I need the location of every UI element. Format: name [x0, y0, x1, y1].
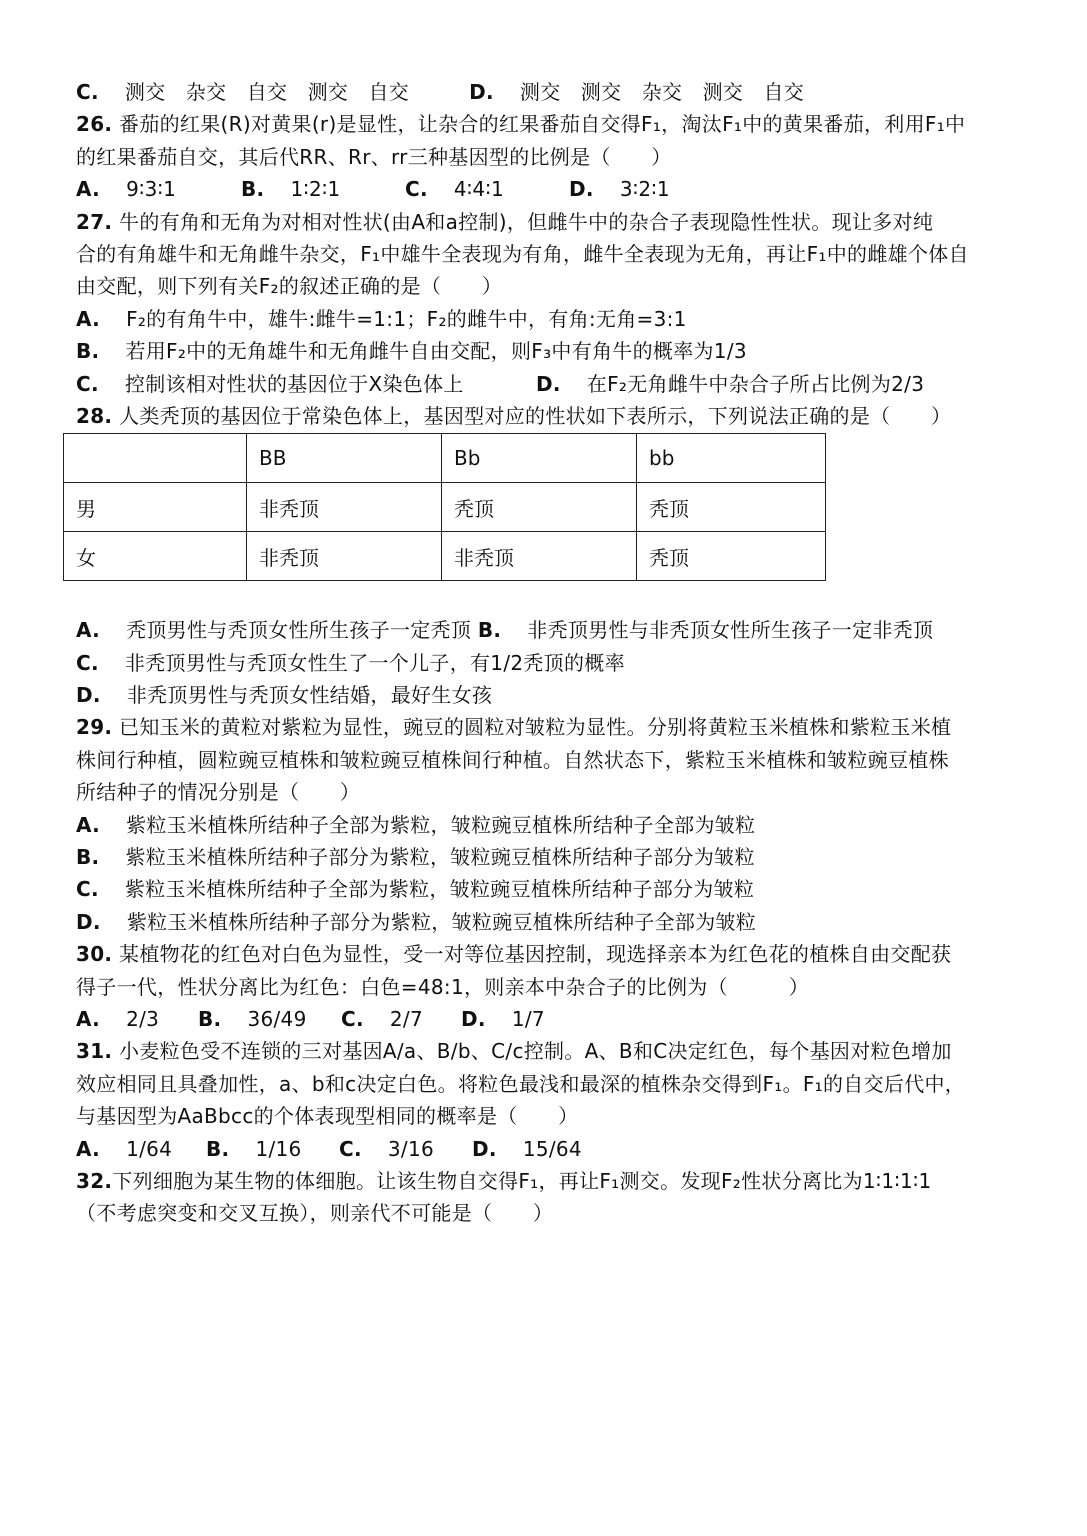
- table-cell: 秃顶: [637, 483, 826, 532]
- option-label: C.: [405, 177, 428, 202]
- option-a: [76, 303, 1021, 335]
- option-text: 1/7: [511, 1006, 545, 1031]
- table-cell: BB: [247, 434, 442, 483]
- option-text: 1/64: [126, 1136, 173, 1161]
- stem-line: 所结种子的情况分别是（ ）: [76, 780, 361, 805]
- stem-line: 小麦粒色受不连锁的三对基因A/a、B/b、C/c控制。A、B和C决定红色，每个基因对粒色增加: [119, 1039, 952, 1064]
- option-a: [76, 809, 1021, 841]
- option-label: B.: [477, 618, 502, 643]
- question-stem: [76, 1197, 1021, 1229]
- question-stem: [76, 270, 1021, 302]
- question-stem: [76, 938, 1021, 970]
- option-label: C.: [76, 80, 99, 104]
- question-stem: [76, 238, 1021, 270]
- option-label: D.: [469, 80, 494, 104]
- option-text: 15/64: [522, 1136, 582, 1161]
- option-d: [76, 679, 1021, 711]
- option-text: 秃顶男性与秃顶女性所生孩子一定秃顶: [126, 618, 472, 643]
- option-label: C.: [76, 371, 99, 396]
- question-stem: [76, 206, 1021, 238]
- option-label: D.: [569, 177, 594, 202]
- option-text: 紫粒玉米植株所结种子部分为紫粒，皱粒豌豆植株所结种子全部为皱粒: [126, 909, 757, 934]
- table-cell: bb: [637, 434, 826, 483]
- option-label: B.: [241, 177, 265, 202]
- option-text: 紫粒玉米植株所结种子全部为紫粒，皱粒豌豆植株所结种子全部为皱粒: [126, 812, 756, 837]
- stem-line: 人类秃顶的基因位于常染色体上，基因型对应的性状如下表所示，下列说法正确的是（ ）: [119, 403, 952, 428]
- stem-line: （不考虑突变和交叉互换），则亲代不可能是（ ）: [76, 1201, 554, 1226]
- option-cd: [76, 368, 1021, 400]
- stem-line: 牛的有角和无角为对相对性状(由A和a控制)，但雌牛中的杂合子表现隐性性状。现让多对纯: [119, 209, 934, 234]
- question-number: 31.: [76, 1039, 113, 1064]
- question-stem: [76, 108, 1021, 140]
- option-text: 1/16: [255, 1136, 302, 1161]
- option-label: C.: [341, 1006, 364, 1031]
- table-cell: 女: [64, 532, 247, 581]
- option-text: 2/3: [126, 1006, 160, 1031]
- option-label: D.: [472, 1136, 497, 1161]
- option-text: 非秃顶男性与秃顶女性生了一个儿子，有1/2秃顶的概率: [124, 650, 625, 675]
- question-options: [76, 1003, 1021, 1035]
- option-text: 3∶2∶1: [619, 177, 670, 202]
- option-text: 测交 测交 杂交 测交 自交: [519, 80, 805, 104]
- option-text: 非秃顶男性与秃顶女性结婚，最好生女孩: [126, 683, 493, 708]
- option-label: D.: [76, 909, 101, 934]
- question-options: [76, 173, 1021, 205]
- stem-line: 番茄的红果(R)对黄果(r)是显性，让杂合的红果番茄自交得F₁，淘汰F₁中的黄果番茄，利用F₁中: [119, 112, 966, 137]
- question-stem: [76, 1100, 1021, 1132]
- option-label: A.: [76, 177, 101, 202]
- table-cell: Bb: [442, 434, 637, 483]
- stem-line: 某植物花的红色对白色为显性，受一对等位基因控制，现选择亲本为红色花的植株自由交配获: [119, 942, 952, 967]
- question-stem: [76, 776, 1021, 808]
- option-text: 3/16: [387, 1136, 435, 1161]
- option-text: 4∶4∶1: [453, 177, 504, 202]
- option-label: B.: [76, 339, 100, 364]
- option-text: F₂的有角牛中，雄牛:雌牛=1:1；F₂的雌牛中，有角:无角=3:1: [126, 306, 687, 331]
- option-d: [76, 906, 1021, 938]
- question-stem: [76, 141, 1021, 173]
- question-number: 29.: [76, 715, 113, 740]
- option-b: [76, 841, 1021, 873]
- option-ab: [76, 614, 1021, 646]
- option-label: C.: [76, 877, 99, 902]
- option-text: 36/49: [247, 1006, 307, 1031]
- option-text: 非秃顶男性与非秃顶女性所生孩子一定非秃顶: [527, 618, 934, 643]
- option-label: C.: [76, 650, 99, 675]
- question-stem: [76, 400, 1021, 432]
- option-b: [76, 335, 1021, 367]
- table-row: [64, 532, 826, 581]
- table-cell: 非秃顶: [442, 532, 637, 581]
- question-number: 32.: [76, 1168, 113, 1193]
- stem-line: 效应相同且具叠加性，a、b和c决定白色。将粒色最浅和最深的植株杂交得到F₁。F₁的自交后代中，: [76, 1071, 966, 1096]
- table-row: [64, 483, 826, 532]
- question-stem: [76, 1068, 1021, 1100]
- option-text: 9∶3∶1: [126, 177, 177, 202]
- stem-line: 株间行种植，圆粒豌豆植株和皱粒豌豆植株间行种植。自然状态下，紫粒玉米植株和皱粒豌豆植株: [76, 747, 949, 772]
- option-label: A.: [76, 306, 101, 331]
- stem-line: 下列细胞为某生物的体细胞。让该生物自交得F₁，再让F₁测交。发现F₂性状分离比为1∶1∶1∶1: [112, 1168, 932, 1193]
- option-text: 测交 杂交 自交 测交 自交: [124, 80, 410, 104]
- question-number: 30.: [76, 942, 113, 967]
- table-cell: 秃顶: [637, 532, 826, 581]
- stem-line: 合的有角雄牛和无角雌牛杂交，F₁中雄牛全表现为有角，雌牛全表现为无角，再让F₁中的雌雄个体自: [76, 241, 969, 266]
- option-text: 在F₂无角雌牛中杂合子所占比例为2/3: [586, 371, 925, 396]
- question-stem: [76, 711, 1021, 743]
- table-header-row: [64, 434, 826, 483]
- table-cell: [64, 434, 247, 483]
- question-stem: [76, 1165, 1021, 1197]
- option-text: 紫粒玉米植株所结种子全部为紫粒，皱粒豌豆植株所结种子部分为皱粒: [124, 877, 755, 902]
- option-text: 1∶2∶1: [290, 177, 341, 202]
- option-label: A.: [76, 1006, 101, 1031]
- question-stem: [76, 1035, 1021, 1067]
- question-number: 27.: [76, 209, 113, 234]
- stem-line: 由交配，则下列有关F₂的叙述正确的是（ ）: [76, 274, 503, 299]
- q25-options: [76, 76, 1021, 108]
- option-text: 紫粒玉米植株所结种子部分为紫粒，皱粒豌豆植株所结种子部分为皱粒: [125, 845, 755, 870]
- option-label: A.: [76, 618, 101, 643]
- question-stem: [76, 744, 1021, 776]
- table-cell: 男: [64, 483, 247, 532]
- question-number: 26.: [76, 112, 113, 137]
- option-label: B.: [76, 845, 100, 870]
- table-cell: 非秃顶: [247, 483, 442, 532]
- stem-line: 已知玉米的黄粒对紫粒为显性，豌豆的圆粒对皱粒为显性。分别将黄粒玉米植株和紫粒玉米植: [119, 715, 952, 740]
- table-cell: 秃顶: [442, 483, 637, 532]
- question-stem: [76, 971, 1021, 1003]
- option-c: [76, 873, 1021, 905]
- option-text: 2/7: [389, 1006, 423, 1031]
- option-text: 控制该相对性状的基因位于X染色体上: [124, 371, 464, 396]
- table-cell: 非秃顶: [247, 532, 442, 581]
- option-label: C.: [339, 1136, 362, 1161]
- option-label: A.: [76, 1136, 101, 1161]
- option-text: 若用F₂中的无角雄牛和无角雌牛自由交配，则F₃中有角牛的概率为1/3: [125, 339, 747, 364]
- option-label: B.: [198, 1006, 222, 1031]
- exam-page: [76, 76, 1021, 1230]
- option-label: D.: [461, 1006, 486, 1031]
- genotype-table: [63, 433, 826, 581]
- stem-line: 的红果番茄自交，其后代RR、Rr、rr三种基因型的比例是（ ）: [76, 144, 672, 169]
- question-options: [76, 1133, 1021, 1165]
- question-number: 28.: [76, 403, 113, 428]
- option-label: B.: [206, 1136, 230, 1161]
- option-label: D.: [76, 683, 101, 708]
- option-label: A.: [76, 812, 101, 837]
- option-c: [76, 647, 1021, 679]
- stem-line: 与基因型为AaBbcc的个体表现型相同的概率是（ ）: [76, 1104, 579, 1129]
- option-label: D.: [536, 371, 561, 396]
- stem-line: 得子一代，性状分离比为红色：白色=48:1，则亲本中杂合子的比例为（ ）: [76, 974, 810, 999]
